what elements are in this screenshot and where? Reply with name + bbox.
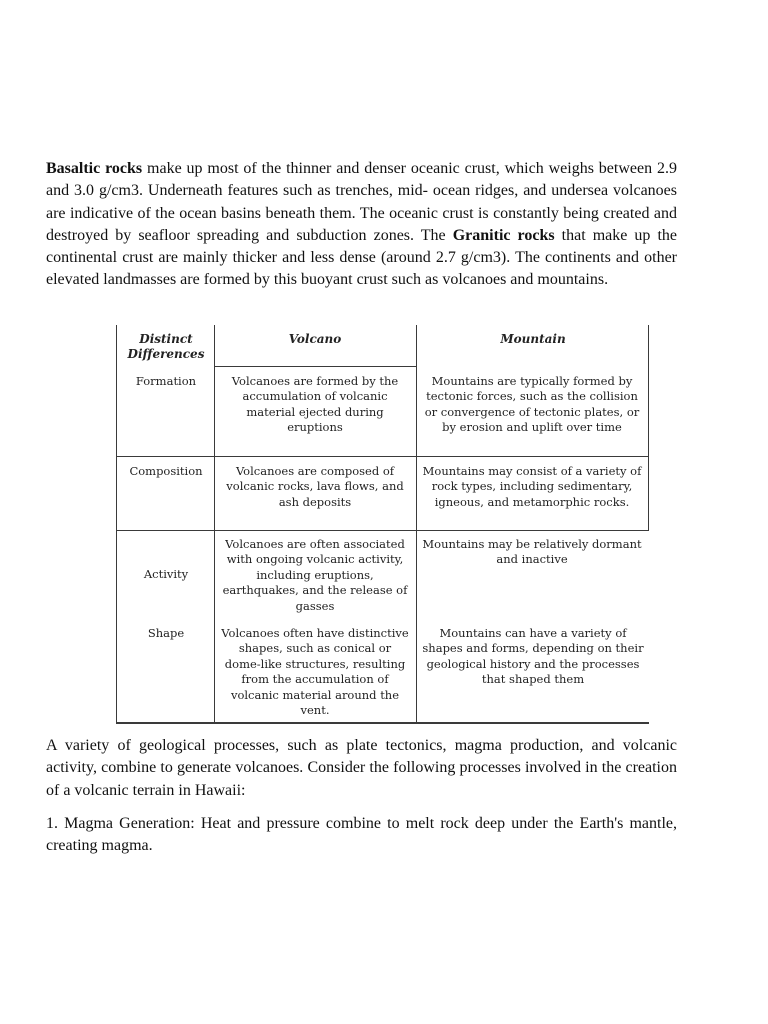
row-label-formation: Formation — [135, 374, 197, 388]
cell-volcano-activity: Volcanoes are often associated with ongoing volcanic activity, including eruptions, earthquakes, and the release of gasses — [222, 537, 408, 613]
paragraph-text: that make up the continental crust are mainly thicker and less dense (around 2.7 g/cm3). The continents and other elevated landmasses are formed by this buoyant crust such as volcanoes and mountains. — [46, 226, 678, 289]
cell-mountain-composition: Mountains may consist of a variety of rock types, including sedimentary, igneous, and metamorphic rocks. — [422, 464, 642, 509]
header-distinct-differences: Distinct Differences — [127, 332, 205, 361]
paragraph-volcano-processes: A variety of geological processes, such as plate tectonics, magma production, and volcanic activity, combine to generate volcanoes. Consider the following processes involved in the creation of a volcanic terrain in Hawaii: — [46, 737, 677, 799]
cell-volcano-composition: Volcanoes are composed of volcanic rocks, lava flows, and ash deposits — [226, 464, 404, 509]
row-label-activity: Activity — [143, 567, 189, 581]
cell-mountain-activity: Mountains may be relatively dormant and inactive — [422, 537, 642, 567]
row-label-composition: Composition — [129, 464, 203, 478]
paragraph-text: make up most of the thinner and denser oceanic crust, which weighs between 2.9 and 3.0 g/cm3. Underneath features such as trenches, mid- ocean ridges, and undersea volcanoes are indicative of the ocean basins beneath them. The oceanic crust is constantly being created and destroyed by seafloor spreading and subduction zones. The — [46, 160, 677, 244]
cell-volcano-formation: Volcanoes are formed by the accumulation of volcanic material ejected during eruptions — [231, 374, 399, 435]
table-border-bottom — [116, 722, 649, 724]
volcano-mountain-comparison-table — [116, 325, 650, 724]
header-volcano: Volcano — [288, 332, 342, 346]
bold-term-granitic-rocks: Granitic rocks — [452, 226, 555, 244]
header-mountain: Mountain — [500, 332, 566, 346]
table-column-divider — [214, 325, 215, 724]
table-border-left — [116, 325, 117, 724]
table-column-divider — [416, 325, 417, 724]
paragraph-crust-types — [46, 158, 677, 292]
row-label-shape: Shape — [147, 626, 185, 640]
table-border-right — [648, 325, 649, 531]
table-row-divider — [116, 530, 649, 531]
paragraph-magma-generation: 1. Magma Generation: Heat and pressure combine to melt rock deep under the Earth's mantle, creating magma. — [46, 815, 677, 855]
table-row-divider — [116, 456, 649, 457]
table-header-rule — [214, 366, 416, 367]
cell-mountain-formation: Mountains are typically formed by tectonic forces, such as the collision or convergence of tectonic plates, or by erosion and uplift over time — [424, 374, 640, 435]
cell-volcano-shape: Volcanoes often have distinctive shapes, such as conical or dome-like structures, resulting from the accumulation of volcanic material around the vent. — [221, 626, 409, 718]
bold-term-basaltic-rocks: Basaltic rocks — [46, 160, 143, 177]
cell-mountain-shape: Mountains can have a variety of shapes and forms, depending on their geological history and the processes that shaped them — [422, 626, 644, 687]
